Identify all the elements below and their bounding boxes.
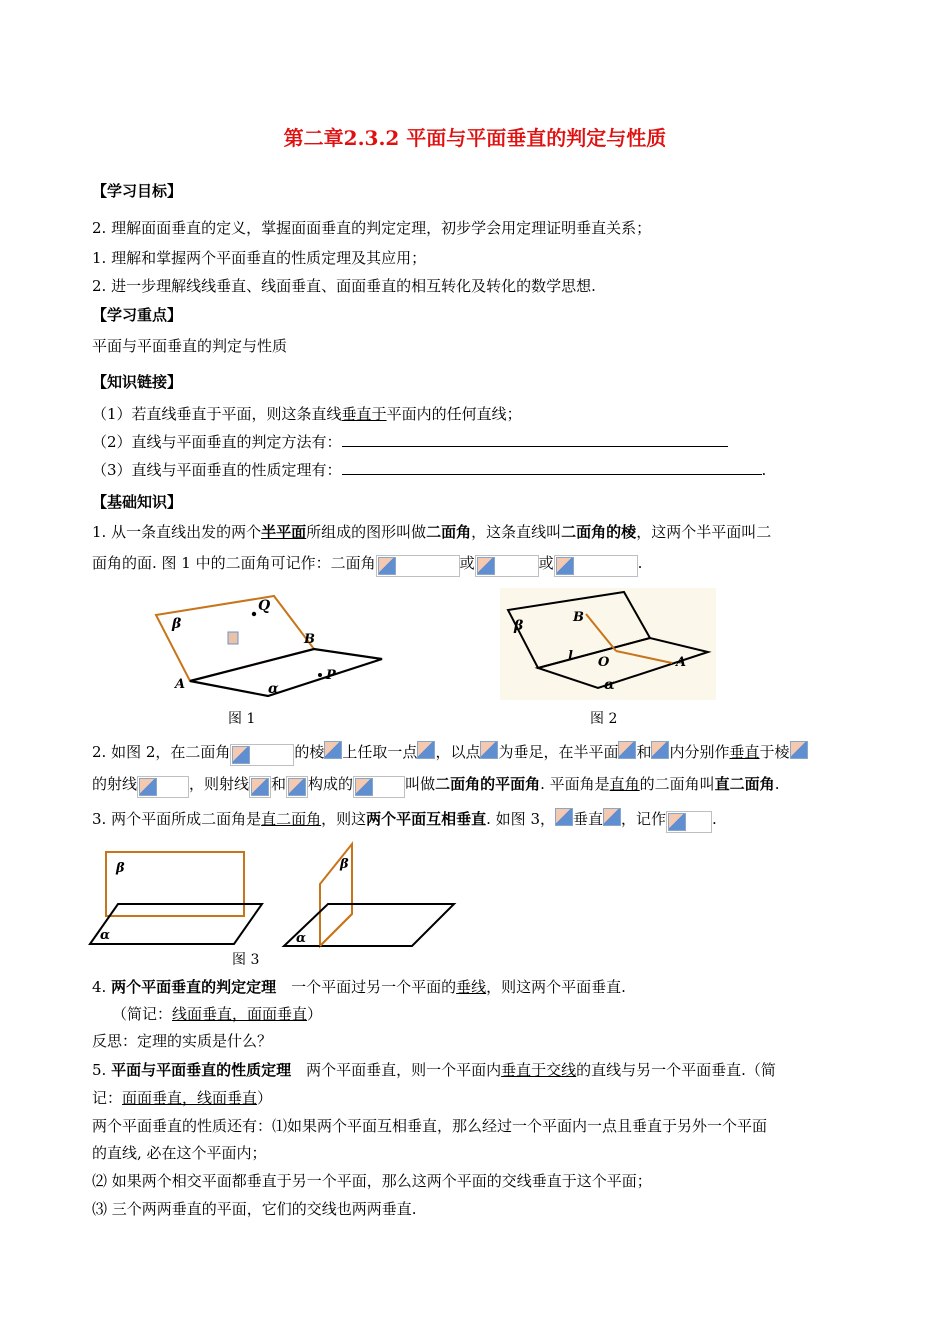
property-3: ⑶ 三个两两垂直的平面，它们的交线也两两垂直. xyxy=(92,1200,417,1218)
image-placeholder-icon xyxy=(417,741,435,759)
label-B: B xyxy=(573,610,584,625)
para-5-line-2: 记：面面垂直，线面垂直） xyxy=(92,1089,273,1107)
label-A: A xyxy=(676,655,687,670)
basics-heading: 【基础知识】 xyxy=(92,493,183,511)
figure-2-caption: 图 2 xyxy=(590,711,618,727)
figure-3-caption: 图 3 xyxy=(232,952,260,968)
objectives-heading: 【学习目标】 xyxy=(92,182,183,200)
image-placeholder-icon xyxy=(288,778,306,796)
formula-image-box xyxy=(666,811,712,833)
figure-3-perpendicular-planes xyxy=(88,840,460,950)
formula-image-box xyxy=(376,555,460,577)
label-P: P xyxy=(326,668,336,683)
link-item-3: （3）直线与平面垂直的性质定理有： . xyxy=(92,461,767,479)
para-2-line-2: 的射线 ，则射线 和 构成的 叫做二面角的平面角. 平面角是直角的二面角叫直二面角. xyxy=(92,774,779,798)
formula-image-box xyxy=(137,776,189,798)
image-placeholder-icon xyxy=(139,778,157,796)
label-alpha: α xyxy=(296,931,307,946)
image-placeholder-icon xyxy=(378,557,396,575)
reflection: 反思：定理的实质是什么？ xyxy=(92,1032,273,1050)
answer-blank[interactable] xyxy=(342,432,728,447)
image-placeholder-icon xyxy=(324,741,342,759)
label-beta: β xyxy=(514,618,524,634)
para-6-line-1: 两个平面垂直的性质还有：⑴如果两个平面互相垂直，那么经过一个平面内一点且垂直于另外一个平面 xyxy=(92,1117,768,1135)
label-alpha: α xyxy=(604,677,615,693)
image-placeholder-icon xyxy=(556,557,574,575)
para-5-line-1: 5. 平面与平面垂直的性质定理 两个平面垂直，则一个平面内垂直于交线的直线与另一个平面垂直.（简 xyxy=(92,1061,776,1079)
image-placeholder-icon xyxy=(651,741,669,759)
formula-image-box xyxy=(230,744,294,766)
formula-image-box xyxy=(249,776,271,798)
image-placeholder-icon xyxy=(480,741,498,759)
key-points-heading: 【学习重点】 xyxy=(92,306,183,324)
formula-image-box xyxy=(554,555,638,577)
image-placeholder-icon xyxy=(555,808,573,826)
label-beta: β xyxy=(116,861,125,876)
label-alpha: α xyxy=(100,928,111,943)
label-beta: β xyxy=(340,857,349,872)
property-2: ⑵ 如果两个相交平面都垂直于另一个平面，那么这两个平面的交线垂直于这个平面； xyxy=(92,1172,652,1190)
para-3: 3. 两个平面所成二面角是直二面角，则这两个平面互相垂直. 如图 3， 垂直 ，记作 . xyxy=(92,808,717,833)
image-placeholder-icon xyxy=(790,741,808,759)
image-placeholder-icon xyxy=(355,778,373,796)
answer-blank[interactable] xyxy=(342,460,762,475)
para-1-line-1: 1. 从一条直线出发的两个半平面所组成的图形叫做二面角，这条直线叫二面角的棱，这两个半平面叫二 xyxy=(92,523,772,541)
formula-image-box xyxy=(286,776,308,798)
figure-1-caption: 图 1 xyxy=(228,711,256,727)
formula-image-box xyxy=(475,555,539,577)
page-title: 第二章2.3.2 平面与平面垂直的判定与性质 xyxy=(283,126,667,150)
label-Q: Q xyxy=(258,598,271,614)
para-4: 4. 两个平面垂直的判定定理 一个平面过另一个平面的垂线，则这两个平面垂直. xyxy=(92,978,626,996)
figure-1-dihedral-angle xyxy=(150,590,390,705)
image-placeholder-icon xyxy=(477,557,495,575)
image-placeholder-icon xyxy=(232,746,250,764)
image-placeholder-icon xyxy=(618,741,636,759)
label-beta: β xyxy=(172,616,182,632)
para-4-note: （简记：线面垂直，面面垂直） xyxy=(112,1005,323,1023)
link-item-2: （2）直线与平面垂直的判定方法有： xyxy=(92,432,728,452)
para-6-line-2: 的直线, 必在这个平面内； xyxy=(92,1144,267,1162)
label-A: A xyxy=(175,677,186,692)
objective-item: 2. 理解面面垂直的定义，掌握面面垂直的判定定理，初步学会用定理证明垂直关系； xyxy=(92,219,652,237)
formula-image-box xyxy=(353,776,405,798)
link-item-1: （1）若直线垂直于平面，则这条直线垂直于平面内的任何直线； xyxy=(92,405,522,423)
image-placeholder-icon xyxy=(251,778,269,796)
label-O: O xyxy=(598,655,610,670)
label-alpha: α xyxy=(268,681,279,697)
figure-2-plane-angle xyxy=(500,588,720,703)
para-1-line-2: 面角的面. 图 1 中的二面角可记作：二面角 或 或 . xyxy=(92,553,642,577)
image-placeholder-icon xyxy=(668,813,686,831)
image-placeholder-icon xyxy=(603,808,621,826)
para-2-line-1: 2. 如图 2，在二面角 的棱 上任取一点 ，以点 为垂足，在半平面 和 内分别作垂直于棱 xyxy=(92,741,808,766)
objective-item: 1. 理解和掌握两个平面垂直的性质定理及其应用； xyxy=(92,249,427,267)
label-l: l xyxy=(568,649,573,664)
objective-item: 2. 进一步理解线线垂直、线面垂直、面面垂直的相互转化及转化的数学思想. xyxy=(92,277,596,295)
key-points-text: 平面与平面垂直的判定与性质 xyxy=(92,337,288,355)
label-B: B xyxy=(304,632,315,647)
links-heading: 【知识链接】 xyxy=(92,373,183,391)
